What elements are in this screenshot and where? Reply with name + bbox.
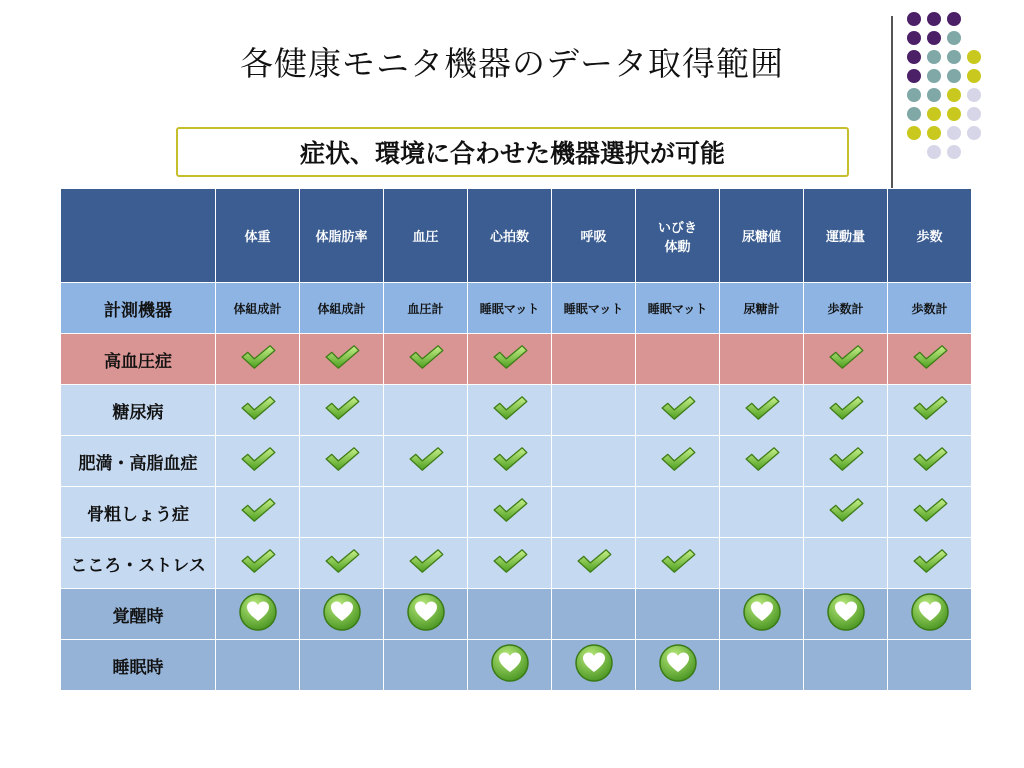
device-cell: 体組成計 [300,283,384,334]
column-header: 運動量 [804,189,888,283]
table-cell [552,538,636,589]
column-header: 歩数 [888,189,972,283]
table-cell [300,385,384,436]
heart-icon [490,643,530,683]
decorative-dot [947,50,961,64]
divider-line [891,16,893,188]
table-cell [216,487,300,538]
column-header: 血圧 [384,189,468,283]
table-cell [216,589,300,640]
table-row [61,538,972,589]
table-cell [384,487,468,538]
table-cell [216,640,300,691]
column-header: 呼吸 [552,189,636,283]
decorative-dot [907,31,921,45]
heart-icon [406,592,446,632]
table-row [61,436,972,487]
heart-icon [658,643,698,683]
table-cell [468,538,552,589]
check-icon [323,445,361,473]
table-cell [804,436,888,487]
column-header: 体重 [216,189,300,283]
table-cell [552,385,636,436]
table-cell [636,334,720,385]
table-cell [552,334,636,385]
table-cell [216,334,300,385]
table-cell [300,640,384,691]
table-row [61,487,972,538]
check-icon [743,394,781,422]
table-cell [384,334,468,385]
header-row [61,189,972,283]
check-icon [491,496,529,524]
check-icon [491,394,529,422]
table-cell [468,487,552,538]
table-cell [720,538,804,589]
decorative-dot [907,88,921,102]
check-icon [491,445,529,473]
column-header: 心拍数 [468,189,552,283]
table-cell [888,334,972,385]
decorative-dot [927,69,941,83]
table-cell [636,385,720,436]
table-cell [888,640,972,691]
check-icon [911,496,949,524]
table-cell [804,334,888,385]
device-cell: 尿糖計 [720,283,804,334]
column-header: 尿糖値 [720,189,804,283]
decorative-dot [947,88,961,102]
decorative-dot [947,69,961,83]
decorative-dot [927,107,941,121]
check-icon [659,547,697,575]
decorative-dot [967,88,981,102]
table-cell [216,538,300,589]
check-icon [911,343,949,371]
check-icon [827,394,865,422]
decorative-dot [907,126,921,140]
decorative-dot [907,50,921,64]
table-cell [888,538,972,589]
decorative-dot [907,69,921,83]
check-icon [239,394,277,422]
device-cell: 睡眠マット [636,283,720,334]
data-range-table [60,188,972,691]
check-icon [323,394,361,422]
table-cell [468,436,552,487]
check-icon [239,445,277,473]
decorative-dot [967,69,981,83]
table-cell [552,487,636,538]
heart-icon [910,592,950,632]
table-cell [216,385,300,436]
table-cell [552,436,636,487]
table-cell [468,640,552,691]
table-cell [384,385,468,436]
table-cell [804,487,888,538]
decorative-dot [927,50,941,64]
check-icon [239,496,277,524]
table-row [61,334,972,385]
heart-icon [322,592,362,632]
check-icon [911,394,949,422]
table-cell [384,589,468,640]
decorative-dot [947,31,961,45]
table-cell [888,487,972,538]
device-cell: 血圧計 [384,283,468,334]
table-cell [804,640,888,691]
device-cell: 睡眠マット [468,283,552,334]
device-row [61,283,972,334]
decorative-dot [927,12,941,26]
subtitle-text: 症状、環境に合わせた機器選択が可能 [299,139,725,168]
table-cell [300,589,384,640]
check-icon [491,343,529,371]
header-corner-cell [61,189,216,283]
table-row [61,640,972,691]
table-cell [720,334,804,385]
column-header: いびき 体動 [636,189,720,283]
check-icon [407,445,445,473]
table-cell [888,385,972,436]
check-icon [827,496,865,524]
device-cell: 歩数計 [888,283,972,334]
row-label: 覚醒時 [61,589,216,640]
row-label: 糖尿病 [61,385,216,436]
table-cell [720,487,804,538]
page-title: 各健康モニタ機器のデータ取得範囲 [240,44,784,83]
heart-icon [238,592,278,632]
decorative-dot [947,12,961,26]
table-cell [720,436,804,487]
decorative-dot [947,145,961,159]
table-cell [552,589,636,640]
table-cell [636,640,720,691]
device-cell: 歩数計 [804,283,888,334]
check-icon [743,445,781,473]
check-icon [323,343,361,371]
table-cell [300,334,384,385]
table-cell [216,436,300,487]
table-cell [636,436,720,487]
table-cell [300,538,384,589]
decorative-dot [927,145,941,159]
check-icon [407,343,445,371]
device-cell: 体組成計 [216,283,300,334]
check-icon [659,394,697,422]
table-cell [720,640,804,691]
table-cell [300,436,384,487]
heart-icon [826,592,866,632]
table-cell [468,334,552,385]
row-label: こころ・ストレス [61,538,216,589]
table-cell [636,589,720,640]
table-cell [720,385,804,436]
table-cell [384,436,468,487]
table-cell [552,640,636,691]
decorative-dot [967,50,981,64]
table-cell [636,487,720,538]
table-cell [468,589,552,640]
table-cell [468,385,552,436]
check-icon [491,547,529,575]
table-cell [300,487,384,538]
decorative-dot [907,12,921,26]
check-icon [911,445,949,473]
heart-icon [574,643,614,683]
decorative-dot [927,31,941,45]
table-cell [888,589,972,640]
row-label: 肥満・高脂血症 [61,436,216,487]
row-label: 睡眠時 [61,640,216,691]
table-cell [888,436,972,487]
check-icon [659,445,697,473]
table-cell [804,385,888,436]
column-header: 体脂肪率 [300,189,384,283]
decorative-dot [947,126,961,140]
check-icon [323,547,361,575]
table-cell [636,538,720,589]
heart-icon [742,592,782,632]
table-cell [804,538,888,589]
row-label: 高血圧症 [61,334,216,385]
table-row [61,589,972,640]
check-icon [911,547,949,575]
decorative-dot [927,88,941,102]
decorative-dot [967,107,981,121]
decorative-dot [927,126,941,140]
table-cell [804,589,888,640]
check-icon [407,547,445,575]
table-row [61,385,972,436]
table-cell [384,538,468,589]
decorative-dot [947,107,961,121]
row-label: 骨粗しょう症 [61,487,216,538]
decorative-dot-grid [905,12,1024,172]
row-label: 計測機器 [61,283,216,334]
table-cell [720,589,804,640]
check-icon [827,445,865,473]
decorative-dot [967,126,981,140]
check-icon [239,343,277,371]
table-cell [384,640,468,691]
decorative-dot [907,107,921,121]
device-cell: 睡眠マット [552,283,636,334]
subtitle-box [176,127,849,177]
check-icon [827,343,865,371]
check-icon [239,547,277,575]
check-icon [575,547,613,575]
